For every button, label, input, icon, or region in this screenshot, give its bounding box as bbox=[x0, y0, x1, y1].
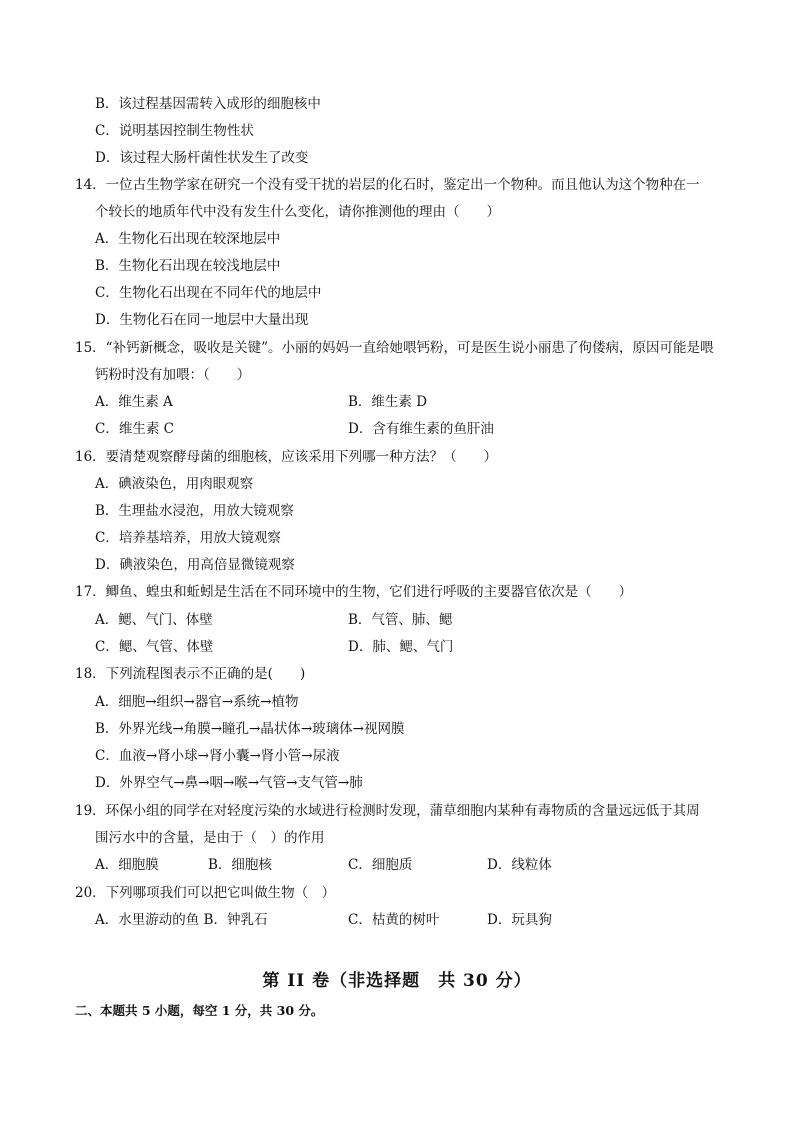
q14-stem-line2: 个较长的地质年代中没有发生什么变化，请你推测他的理由（ ） bbox=[95, 204, 500, 220]
q16-option-c: C．培养基培养，用放大镜观察 bbox=[95, 530, 281, 546]
q15-stem-line1: 15．“补钙新概念，吸收是关键”。小丽的妈妈一直给她喂钙粉，可是医生说小丽患了佝偻病，原因可能是喂 bbox=[75, 340, 714, 356]
q17-option-c: C．鳃、气管、体壁 bbox=[95, 639, 214, 655]
q16-stem: 16．要清楚观察酵母菌的细胞核，应该采用下列哪一种方法？（ ） bbox=[75, 449, 498, 465]
q19-stem-line2: 围污水中的含量，是由于（ ）的作用 bbox=[95, 830, 325, 846]
q17-option-d: D．肺、鳃、气门 bbox=[348, 639, 454, 655]
q17-stem: 17．鲫鱼、蝗虫和蚯蚓是生活在不同环境中的生物，它们进行呼吸的主要器官依次是（ ） bbox=[75, 584, 633, 600]
q14-option-d: D．生物化石在同一地层中大量出现 bbox=[95, 312, 309, 328]
q15-stem-line2: 钙粉时没有加喂：（ ） bbox=[95, 367, 251, 383]
q19-option-a: A．细胞膜 bbox=[95, 857, 159, 873]
q20-option-d: D．玩具狗 bbox=[487, 912, 552, 928]
q20-options-ab: A．水里游动的鱼 B．钟乳石 bbox=[95, 912, 268, 928]
section-2-title: 第 II 卷（非选择题 共 30 分） bbox=[262, 971, 532, 991]
q16-option-a: A．碘液染色，用肉眼观察 bbox=[95, 476, 254, 492]
section-2-instructions: 二、本题共 5 小题，每空 1 分，共 30 分。 bbox=[75, 1003, 324, 1018]
q14-option-c: C．生物化石出现在不同年代的地层中 bbox=[95, 285, 322, 301]
q18-option-d: D．外界空气→鼻→咽→喉→气管→支气管→肺 bbox=[95, 775, 363, 791]
q13-option-b: B．该过程基因需转入成形的细胞核中 bbox=[95, 96, 321, 112]
q14-option-a: A．生物化石出现在较深地层中 bbox=[95, 231, 281, 247]
q13-option-c: C．说明基因控制生物性状 bbox=[95, 123, 254, 139]
q18-stem: 18．下列流程图表示不正确的是( ) bbox=[75, 666, 306, 682]
q19-option-c: C．细胞质 bbox=[348, 857, 413, 873]
q15-option-a: A．维生素 A bbox=[95, 394, 173, 410]
q14-option-b: B．生物化石出现在较浅地层中 bbox=[95, 258, 281, 274]
q17-option-b: B．气管、肺、鳃 bbox=[348, 612, 453, 628]
q15-option-d: D．含有维生素的鱼肝油 bbox=[348, 421, 494, 437]
q16-option-d: D．碘液染色，用高倍显微镜观察 bbox=[95, 557, 295, 573]
q18-option-b: B．外界光线→角膜→瞳孔→晶状体→玻璃体→视网膜 bbox=[95, 721, 405, 737]
q19-option-d: D．线粒体 bbox=[487, 857, 552, 873]
q17-option-a: A．鳃、气门、体壁 bbox=[95, 612, 213, 628]
q20-option-c: C．枯黄的树叶 bbox=[348, 912, 440, 928]
q15-option-b: B．维生素 D bbox=[348, 394, 428, 410]
q19-option-b: B．细胞核 bbox=[208, 857, 272, 873]
q18-option-c: C．血液→肾小球→肾小囊→肾小管→尿液 bbox=[95, 748, 340, 764]
q15-option-c: C．维生素 C bbox=[95, 421, 174, 437]
q13-option-d: D．该过程大肠杆菌性状发生了改变 bbox=[95, 150, 309, 166]
q16-option-b: B．生理盐水浸泡，用放大镜观察 bbox=[95, 503, 294, 519]
q14-stem-line1: 14．一位古生物学家在研究一个没有受干扰的岩层的化石时，鉴定出一个物种。而且他认为这个物种在一 bbox=[75, 177, 700, 193]
q20-stem: 20．下列哪项我们可以把它叫做生物（ ） bbox=[75, 885, 336, 901]
q18-option-a: A．细胞→组织→器官→系统→植物 bbox=[95, 694, 299, 710]
q19-stem-line1: 19．环保小组的同学在对轻度污染的水域进行检测时发现，蒲草细胞内某种有毒物质的含量远远低于其周 bbox=[75, 803, 700, 819]
